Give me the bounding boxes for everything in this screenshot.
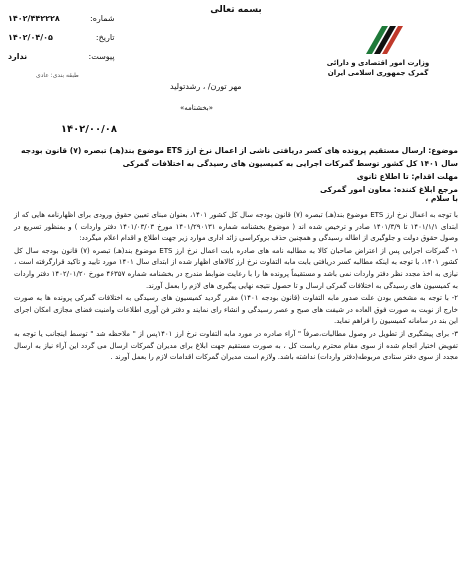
date-value: ۱۴۰۲/۰۴/۰۵: [8, 33, 53, 42]
paragraph-item-2: ۲- با توجه به مشخص بودن علت صدور مابه التفاوت (قانون بودجه ۱۴۰۱) مقرر گردید کمیسیون های رسیدگی به اختلافات گمرکی پرونده ها به صورت خارج از نوبت به صورت فوق العاده در شیفت های صبح و عصر رسیدگی و انشاء رای نمایند و دفتر فن آوری اطلاعات وامنیت فضای مجازی امکان اجرای این بند در سامانه کمیسیون را فراهم نماید.: [14, 294, 458, 326]
attachment-label: پیوست:: [88, 52, 115, 61]
paragraph-item-1: ۱- گمرکات اجرایی پس از اعتراض صاحبان کالا به مطالبه نامه های صادره بابت اعمال نرخ ارز ETS موضوع بند(هـ) تبصره (۷) قانون بودجه سال کل کشور ۱۴۰۱، با توجه به اینکه مطالبه کسر دریافتی بابت مابه التفاوت نرخ ارز کالاهای اظهار شده از ابتدای سال ۱۴۰۱ مورد تایید و تاکید قرارگرفته است ، نیازی به اخذ مجدد نظر دفتر واردات نمی باشد و مستقیماً پرونده ها را با رعایت ضوابط مندرج در بخشنامه شماره ۴۶۳۵۷ مورخ ۱۴۰۲/۰۱/۲۰ دفتر واردات به کمیسیون های رسیدگی به اختلافات گمرکی ارسال و تا حصول نتیجه نهایی پیگیری های لازم را بعمل آورند.: [14, 246, 459, 290]
circular-title: «بخشنامه»: [180, 104, 214, 112]
letter-number: [8, 14, 115, 23]
paragraph-item-3: ۳- برای پیشگیری از تطویل در وصول مطالبات،صرفاً " آراء صادره در مورد مابه التفاوت نرخ ارز ۱۴۰۱پس از " ملاحظه شد " توسط اینجانب یا توجه به تفویض اختیار انجام شده از سوی مقام محترم ریاست کل ، به صورت مستقیم جهت ابلاغ برای مدیران گمرکات ارسال می گردد این آراء نیاز به ارسال مجدد از سوی دفتر ستادی مربوطه(دفتر واردات) نداشته باشد. ولازم است مدیران گمرکات اقدامات لازم را بعمل آورند .: [14, 329, 459, 362]
deadline-line: مهلت اقدام: تا اطلاع ثانوی: [356, 172, 458, 181]
letter-date: [8, 33, 115, 42]
reference-line: مرجع ابلاغ کننده: معاون امور گمرکی: [319, 185, 458, 194]
basmala: بسمه تعالی: [210, 5, 262, 15]
date-label: تاریخ:: [95, 33, 115, 42]
letter-body: [14, 210, 458, 365]
recipient-line: مهر تورن/ ، رشدتولید: [170, 82, 242, 91]
attachment-value: ندارد: [8, 52, 28, 61]
ministry-line-2: گمرک جمهوری اسلامی ایران: [327, 69, 429, 77]
secondary-date: ۱۴۰۲/۰۰/۰۸: [60, 124, 117, 135]
ministry-heading: [298, 58, 458, 78]
ministry-line-1: وزارت امور اقتصادی و دارائی: [326, 59, 430, 67]
letter-attachment: [8, 52, 115, 61]
number-label: شماره:: [90, 14, 115, 23]
subject-line: موضوع: ارسال مستقیم پرونده های کسر دریافتی ناشی از اعمال نرخ ارز ETS موضوع بند(هـ) تبصره (۷) قانون بودجه سال ۱۴۰۱ کل کشور توسط گمرکات اجرایی به کمیسیون های رسیدگی به اختلافات گمرکی: [21, 146, 458, 168]
paragraph-intro: با توجه به اعمال نرخ ارز ETS موضوع بند(هـ) تبصره (۷) قانون بودجه سال کل کشور ۱۴۰۱، بعنوان مبنای تعیین حقوق ورودی برای اظهارنامه هایی که از ابتدای ۱۴۰۱/۱/۱ تا ۱۴۰۱/۳/۹ صادر و ترخیص شده اند ( موضوع بخشنامه شماره ۱۴۰۱/۲۹۰۱۳۱ مورخ ۱۴۰۱/۰۳/۰۳ دفتر واردات ) و بمنظور تسریع در وصول حقوق دولت و جلوگیری از اطاله رسیدگی و همچنین حذف بروکراسی زائد اداری موارد زیر جهت اطلاع و اقدام اعلام میگردد:: [14, 211, 458, 243]
greeting: با سلام ،: [425, 194, 458, 203]
subject-block: [14, 144, 458, 196]
classification-note: طبقه بندی: عادی: [36, 72, 79, 79]
customs-logo-icon: [364, 24, 404, 56]
number-value: ۱۴۰۲/۴۴۲۲۲۸: [8, 14, 60, 23]
